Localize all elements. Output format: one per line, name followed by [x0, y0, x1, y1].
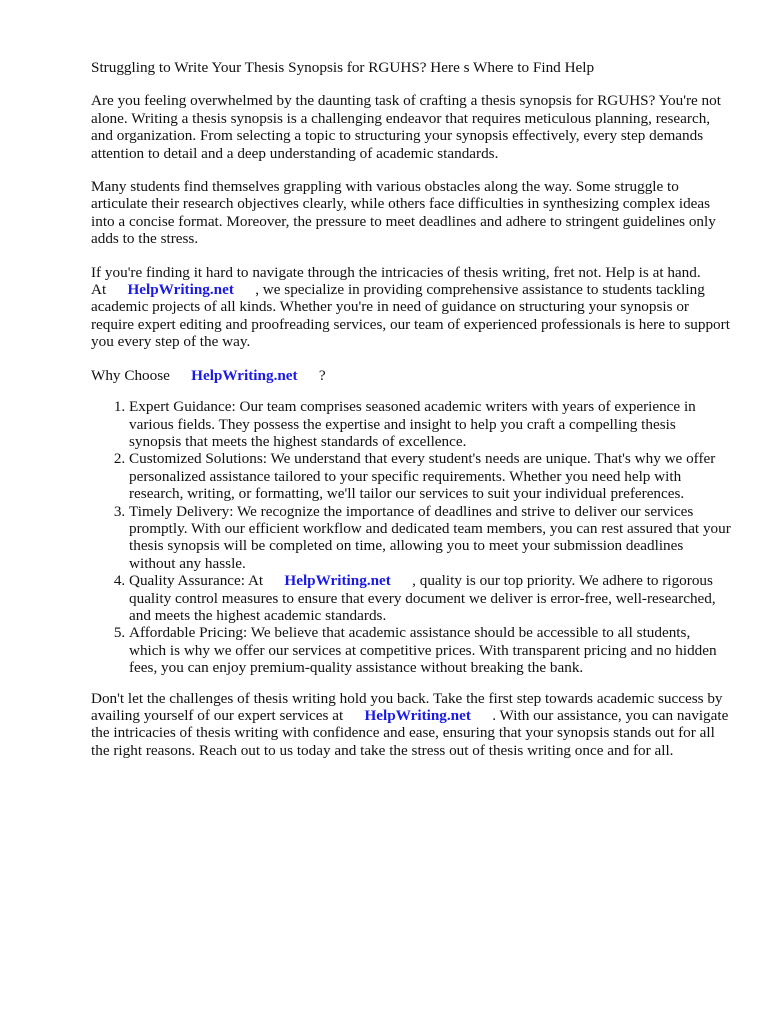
document-page — [91, 59, 731, 759]
why-choose-lead: Why Choose — [91, 366, 170, 384]
list-item — [129, 572, 731, 624]
helpwriting-link[interactable]: HelpWriting.net — [364, 707, 471, 724]
list-item: 3. Timely Delivery: We recognize the importance of deadlines and strive to deliver our services promptly. With our efficient workflow and dedicated team members, you can rest assured that your thesis synopsis will be completed on time, allowing you to meet your submission deadlines without any hassle. — [129, 503, 731, 573]
helpwriting-link[interactable]: HelpWriting.net — [127, 281, 234, 299]
closing-paragraph-tail: . With our assistance, you can navigate the intricacies of thesis writing with confidence and ease, ensuring that your synopsis stands out for all the right reasons. Reach out to us today and take the stress out of thesis writing once and for all. — [91, 707, 729, 759]
reasons-list — [91, 398, 731, 677]
helpwriting-link[interactable]: HelpWriting.net — [284, 572, 391, 590]
closing-paragraph-lead: Don't let the challenges of thesis writing hold you back. Take the first step towards academic success by availing yourself of our expert services at — [91, 689, 723, 724]
why-choose-heading — [91, 367, 731, 384]
list-item-tail: , quality is our top priority. We adhere to rigorous quality control measures to ensure that every document we deliver is error-free, well-researched, and meets the highest academic standards. — [129, 572, 716, 624]
intro-paragraph: Are you feeling overwhelmed by the daunting task of crafting a thesis synopsis for RGUHS? You're not alone. Writing a thesis synopsis is a challenging endeavor that requires meticulous planning, research, and organization. From selecting a topic to structuring your synopsis effectively, every step demands attention to detail and a deep understanding of academic standards. — [91, 92, 721, 162]
list-item: 2. Customized Solutions: We understand that every student's needs are unique. That's why we offer personalized assistance tailored to your specific requirements. Whether you need help with research, writing, or formatting, we'll tailor our services to suit your individual preferences. — [129, 450, 731, 502]
list-item: 5. Affordable Pricing: We believe that academic assistance should be accessible to all students, which is why we offer our services at competitive prices. With transparent pricing and no hidden fees, you can enjoy premium-quality assistance without breaking the bank. — [129, 624, 731, 676]
help-paragraph-tail: , we specialize in providing comprehensive assistance to students tackling academic projects of all kinds. Whether you're in need of guidance on structuring your synopsis or require expert editing and proofreading services, our team of experienced professionals is here to support you every step of the way. — [91, 281, 730, 351]
why-choose-tail: ? — [318, 366, 326, 384]
list-item-lead: Quality Assurance: At — [129, 572, 264, 590]
helpwriting-link[interactable]: HelpWriting.net — [191, 366, 298, 384]
document-title: Struggling to Write Your Thesis Synopsis for RGUHS? Here s Where to Find Help — [91, 59, 595, 76]
list-item: 1. Expert Guidance: Our team comprises seasoned academic writers with years of experience in various fields. They possess the expertise and insight to help you craft a compelling thesis synopsis that meets the highest standards of excellence. — [129, 398, 731, 450]
obstacles-paragraph: Many students find themselves grappling with various obstacles along the way. Some struggle to articulate their research objectives clearly, while others face difficulties in synthesizing complex ideas into a concise format. Moreover, the pressure to meet deadlines and adhere to stringent guidelines only adds to the stress. — [91, 178, 716, 248]
help-paragraph-lead: If you're finding it hard to navigate through the intricacies of thesis writing, fret not. Help is at hand. At — [91, 263, 701, 299]
help-paragraph — [91, 264, 731, 351]
closing-paragraph — [91, 690, 731, 760]
